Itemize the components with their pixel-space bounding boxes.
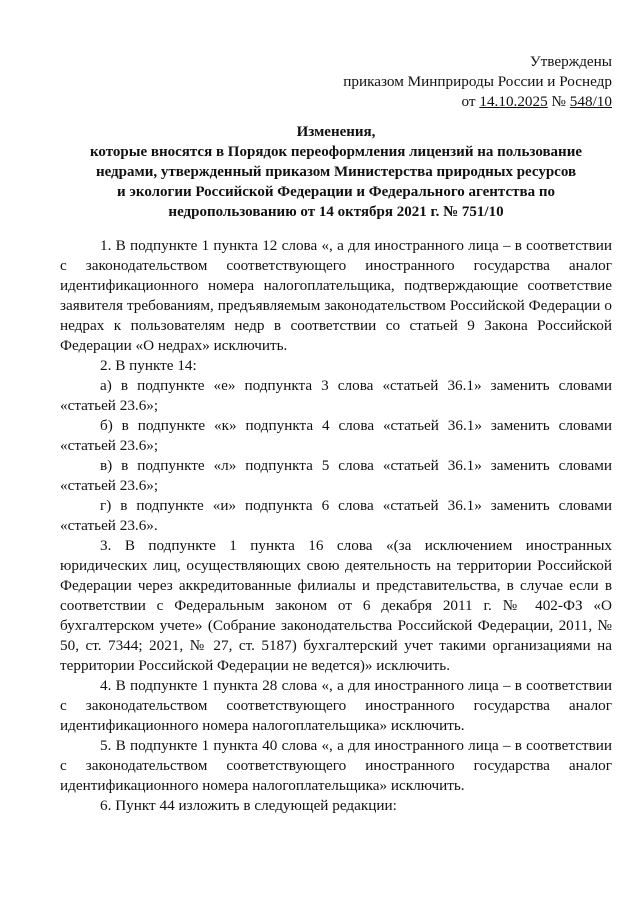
approval-block (343, 52, 612, 112)
paragraph-6: 6. Пункт 44 изложить в следующей редакции: (100, 797, 397, 814)
approval-number-sign: № (547, 93, 570, 110)
title-line-4: и экологии Российской Федерации и Федерального агентства по (117, 184, 555, 200)
approval-date: 14.10.2025 (479, 93, 548, 110)
paragraph-2a: а) в подпункте «е» подпункта 3 слова «статьей 36.1» заменить словами «статьей 23.6»; (60, 377, 612, 414)
approval-date-prefix: от (461, 93, 480, 110)
title-line-5: недропользованию от 14 октября 2021 г. № 751/10 (168, 204, 504, 220)
approval-line-1: Утверждены (529, 53, 612, 70)
approval-number: 548/10 (569, 93, 612, 110)
document-title (60, 122, 612, 222)
title-line-3: недрами, утвержденный приказом Министерства природных ресурсов (95, 164, 577, 180)
paragraph-2c: в) в подпункте «л» подпункта 5 слова «статьей 36.1» заменить словами «статьей 23.6»; (60, 457, 612, 494)
approval-line-2: приказом Минприроды России и Роснедр (343, 73, 612, 90)
title-line-2: которые вносятся в Порядок переоформления лицензий на пользование (89, 144, 583, 160)
paragraph-1: 1. В подпункте 1 пункта 12 слова «, а для иностранного лица – в соответствии с законодательством соответствующего иностранного государства аналог идентификационного номера налогоплательщика, подтверждающие соответствие заявителя требованиям, предъявляемым законодательством Российской Федерации о недрах к пользователям недр в соответствии со статьей 9 Закона Российской Федерации «О недрах» исключить. (60, 237, 612, 354)
document-body (60, 236, 612, 816)
paragraph-2b: б) в подпункте «к» подпункта 4 слова «статьей 36.1» заменить словами «статьей 23.6»; (60, 417, 612, 454)
title-line-1: Изменения, (296, 124, 376, 140)
paragraph-3: 3. В подпункте 1 пункта 16 слова «(за исключением иностранных юридических лиц, осуществляющих свою деятельность на территории Российской Федерации через аккредитованные филиалы и представительства, в случае если в соответствии с Федеральным законом от 6 декабря 2011 г. № 402-ФЗ «О бухгалтерском учете» (Собрание законодательства Российской Федерации, 2011, № 50, ст. 7344; 2021, № 27, ст. 5187) бухгалтерский учет такими организациями на территории Российской Федерации не ведется)» исключить. (60, 537, 612, 674)
paragraph-4: 4. В подпункте 1 пункта 28 слова «, а для иностранного лица – в соответствии с законодательством соответствующего иностранного государства аналог идентификационного номера налогоплательщика» исключить. (60, 677, 612, 734)
paragraph-2: 2. В пункте 14: (100, 357, 197, 374)
approval-line-3 (343, 92, 612, 112)
paragraph-5: 5. В подпункте 1 пункта 40 слова «, а для иностранного лица – в соответствии с законодательством соответствующего иностранного государства аналог идентификационного номера налогоплательщика» исключить. (60, 737, 612, 794)
paragraph-2d: г) в подпункте «и» подпункта 6 слова «статьей 36.1» заменить словами «статьей 23.6». (60, 497, 612, 534)
